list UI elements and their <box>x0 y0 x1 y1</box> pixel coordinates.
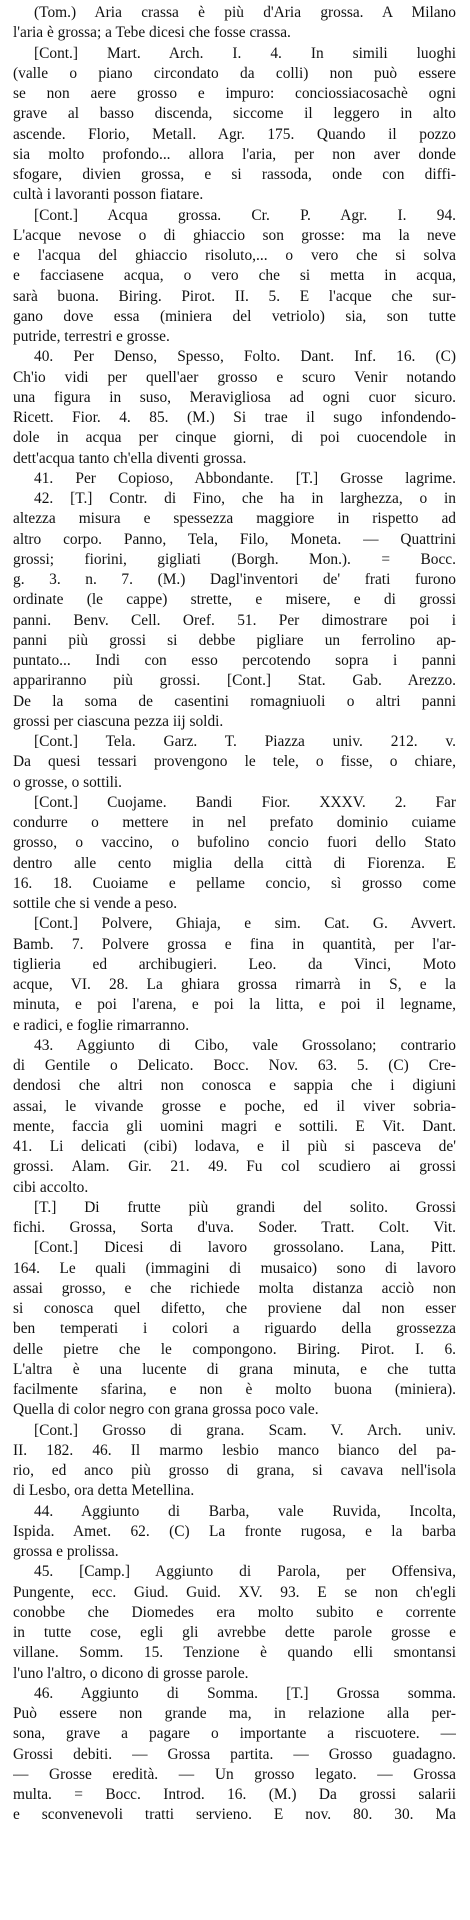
text-line: delle pietre che le compongono. Biring. Pirot. I. 6. <box>13 1340 456 1358</box>
text-line: Può essere non grande ma, in relazione alla per- <box>13 1705 456 1722</box>
text-line: acque, VI. 28. La ghiara grossa rimarrà in S, e la <box>13 976 456 993</box>
text-line: o grosse, o sottili. <box>13 773 123 791</box>
text-line: multa. = Bocc. Introd. 16. (M.) Da grossi salarii <box>13 1786 456 1803</box>
text-line: in tutte cose, egli gli avrebbe dette parole grosse e <box>13 1624 456 1641</box>
text-line: e l'acqua del ghiaccio risoluto,... o vero che si solva <box>13 247 456 264</box>
text-line: rio, ed anco più grosso di grana, si cavava nell'isola <box>13 1462 456 1479</box>
text-line: dole in acqua per cinque giorni, di poi cuocendole in <box>13 429 456 447</box>
text-line: sia molto profondo... allora l'aria, per non aver donde <box>13 145 456 163</box>
text-line: grossi; fiorini, gigliati (Borgh. Mon.). = Bocc. <box>13 550 456 568</box>
text-line: L'acque nevose o di ghiaccio son grosse: ma la neve <box>13 226 456 244</box>
text-line: putride, terrestri e grosse. <box>13 328 170 345</box>
text-line: Quella di color negro con grana grossa poco vale. <box>13 1401 319 1419</box>
text-line: grossa e prolissa. <box>13 1543 119 1560</box>
text-line: grave al basso discenda, siccome il leggero in alto <box>13 105 456 123</box>
text-line: e facciasene acqua, o vero che si metta in acqua, <box>13 267 456 285</box>
text-line: puntato... Indi con esso percotendo sopra i panni <box>13 652 456 669</box>
text-line: sfogare, divien grossa, e si rassoda, onde con diffi- <box>13 166 456 183</box>
text-line: De la soma de casentini romagniuoli o altri panni <box>13 692 456 710</box>
text-line: ascende. Florio, Metall. Agr. 175. Quando il pozzo <box>13 125 456 143</box>
text-line: e radici, e foglie rimarranno. <box>13 1016 190 1034</box>
text-line: ordinate (le cappe) strette, e misere, e di grossi <box>13 591 456 609</box>
text-line: fichi. Grossa, Sorta d'uva. Soder. Tratt. Colt. Vit. <box>13 1219 456 1236</box>
text-line: (Tom.) Aria crassa è più d'Aria grossa. A Milano <box>34 4 456 21</box>
text-line: tiglieria ed archibugieri. Leo. da Vinci, Moto <box>13 955 456 973</box>
text-line: se non aere grosso e impuro: conciossiacosachè ogni <box>13 85 456 102</box>
text-line: l'uno l'altro, o dicono di grosse parole. <box>13 1664 249 1682</box>
text-line: di Lesbo, ora detta Metellina. <box>13 1482 195 1500</box>
text-line: 44. Aggiunto di Barba, vale Ruvida, Incolta, <box>34 1502 456 1520</box>
text-line: grossi. Alam. Gir. 21. 49. Fu col scudiero ai grossi <box>13 1158 456 1176</box>
text-line: [T.] Di frutte più grandi del solito. Grossi <box>34 1198 456 1216</box>
text-line: II. 182. 46. Il marmo lesbio manco bianco del pa- <box>13 1441 456 1459</box>
text-line: Ricett. Fior. 4. 85. (M.) Si trae il sugo infondendo- <box>13 409 456 426</box>
text-line: altezza misura e spessezza maggiore in rispetto ad <box>13 510 456 528</box>
text-line: dentro alle cento miglia della città di Fiorenza. E <box>13 854 456 872</box>
text-line: gano dove essa (miniera del vetriolo) sia, son tutte <box>13 307 456 325</box>
text-line: [Cont.] Cuojame. Bandi Fior. XXXV. 2. Far <box>34 793 456 811</box>
text-line: [Cont.] Tela. Garz. T. Piazza univ. 212. v. <box>34 733 456 750</box>
text-line: ben temperati i colori a riguardo della grossezza <box>13 1320 456 1338</box>
text-line: 164. Le quali (immagini di musaico) sono di lavoro <box>13 1259 456 1277</box>
text-line: Bamb. 7. Polvere grossa e fina in quantità, per l'ar- <box>13 935 456 953</box>
text-line: 16. 18. Cuoiame e pellame concio, sì grosso come <box>13 874 456 892</box>
text-line: panni. Benv. Cell. Oref. 51. Per dimostrare poi i <box>13 611 456 629</box>
text-line: mente, faccia gli uomini magri e sottili. E Vit. Dant. <box>13 1117 456 1135</box>
text-line: g. 3. n. 7. (M.) Dagl'inventori de' frati furono <box>13 571 456 588</box>
text-line: 40. Per Denso, Spesso, Folto. Dant. Inf. 16. (C) <box>34 348 456 366</box>
text-line: di Gentile o Delicato. Bocc. Nov. 63. 5. (C) Cre- <box>13 1057 456 1074</box>
text-line: grosso, o vaccino, o bufolino concio fuori dello Stato <box>13 834 456 852</box>
text-line: si conosca quel difetto, che proviene dal non esser <box>13 1300 456 1317</box>
text-line: 41. Per Copioso, Abbondante. [T.] Grosse lagrime. <box>34 469 456 487</box>
text-line: appariranno più grossi. [Cont.] Stat. Gab. Arezzo. <box>13 672 456 690</box>
text-line: 46. Aggiunto di Somma. [T.] Grossa somma. <box>34 1684 456 1702</box>
text-line: conobbe che Diomedes era molto subito e corrente <box>13 1603 456 1621</box>
text-line: Ispida. Amet. 62. (C) La fronte rugosa, e la barba <box>13 1522 456 1540</box>
text-line: [Cont.] Mart. Arch. I. 4. In simili luoghi <box>34 44 456 62</box>
text-line: L'altra è una lucente di grana minuta, e che tutta <box>13 1360 456 1378</box>
text-line: cultà i lavoranti posson fiatare. <box>13 186 204 204</box>
text-line: altro corpo. Panno, Tela, Filo, Moneta. — Quattrini <box>13 530 456 548</box>
text-line: 42. [T.] Contr. di Fino, che ha in larghezza, o in <box>34 490 456 507</box>
text-line: 45. [Camp.] Aggiunto di Parola, per Offensiva, <box>34 1563 456 1581</box>
text-line: — Grosse eredità. — Un grosso legato. — Grossa <box>13 1765 456 1783</box>
text-line: [Cont.] Acqua grossa. Cr. P. Agr. I. 94. <box>34 206 456 224</box>
text-line: cibi accolto. <box>13 1178 89 1196</box>
text-line: panni più grossi si debbe pigliare un ferrolino ap- <box>13 631 456 649</box>
text-line: dendosi che altri non conosca e sappia che i digiuni <box>13 1077 456 1095</box>
text-line: (valle o piano circondato da colli) non può essere <box>13 64 456 82</box>
text-line: Da quesi tessari provengono le tele, o fisse, o chiare, <box>13 753 456 771</box>
text-line: Grossi debiti. — Grossa partita. — Grosso guadagno. <box>13 1745 456 1763</box>
text-line: l'aria è grossa; a Tebe dicesi che fosse crassa. <box>13 24 291 42</box>
text-line: dett'acqua tanto ch'ella diventi grossa. <box>13 449 247 467</box>
text-line: Ch'io vidi per quell'aer grosso e scuro Venir notando <box>13 368 456 386</box>
text-line: 43. Aggiunto di Cibo, vale Grossolano; contrario <box>34 1036 456 1054</box>
text-line: Pungente, ecc. Giud. Guid. XV. 93. E se non ch'egli <box>13 1583 456 1601</box>
text-line: [Cont.] Dicesi di lavoro grossolano. Lana, Pitt. <box>34 1239 456 1257</box>
text-line: condurre o mettere in nel prefato dominio cuiame <box>13 814 456 831</box>
text-line: grossi per ciascuna pezza iij soldi. <box>13 712 224 730</box>
text-line: villane. Somm. 15. Tenzione è quando elli smontansi <box>13 1644 456 1662</box>
text-line: [Cont.] Polvere, Ghiaja, e sim. Cat. G. Avvert. <box>34 915 456 933</box>
text-line: facilmente sfarina, e non è molto buona (miniera). <box>13 1381 456 1398</box>
text-line: minuta, e poi l'arena, e poi la litta, e poi il legname, <box>13 996 456 1014</box>
text-line: 41. Li delicati (cibi) lodava, e il più si pasceva de' <box>13 1138 456 1155</box>
text-line: sona, grave a pagare o importante a riscuotere. — <box>13 1725 456 1743</box>
text-line: assai, le vivande grosse e poche, ed il viver sobria- <box>13 1097 456 1115</box>
text-line: sottile che si vende a peso. <box>13 895 178 912</box>
text-line: una figura in suso, Meravigliosa ad ogni cuor sicuro. <box>13 388 456 406</box>
text-line: assai grosso, e che richiede molta distanza acciò non <box>13 1279 456 1297</box>
text-line: sarà buona. Biring. Pirot. II. 5. E l'acque che sur- <box>13 287 456 305</box>
text-line: [Cont.] Grosso di grana. Scam. V. Arch. univ. <box>34 1421 456 1439</box>
text-line: e sconvenevoli tratti servieno. E nov. 80. 30. Ma <box>13 1806 456 1824</box>
